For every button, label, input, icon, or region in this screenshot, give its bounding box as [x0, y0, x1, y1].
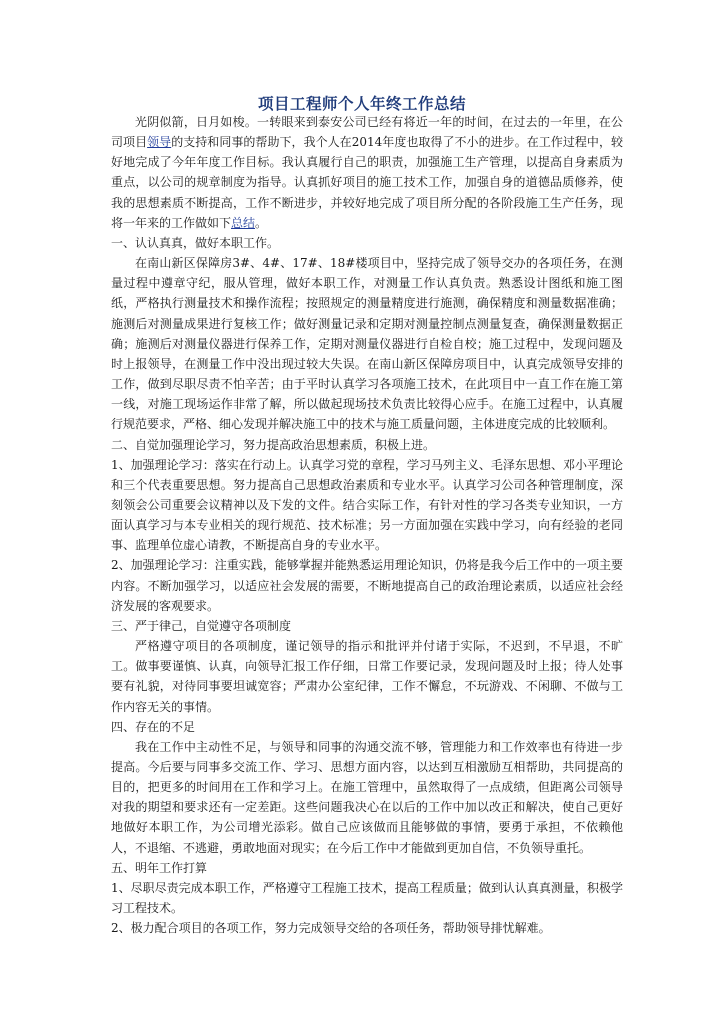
paragraph-text: 五、明年工作打算 — [111, 860, 208, 875]
paragraph-text: 在南山新区保障房3#、4#、17#、18#楼项目中，坚持完成了领导交办的各项任务，在测量过程中遵章守纪，服从管理，做好本职工作，对测量工作认真负责。熟悉设计图纸和施工图纸，严格执行测量技术和操作流程；按照规定的测量精度进行施测，确保精度和测量数据准确；施测后对测量成果进行复核工作；做好测量记录和定期对测量控制点测量复查，确保测量数据正确；施测后对测量仪器进行保养工作，定期对测量仪器进行自检自校；施工过程中，发现问题及时上报领导，在测量工作中没出现过较大失误。在南山新区保障房项目中，认真完成领导安排的工作，做到尽职尽责不怕辛苦；由于平时认真学习各项施工技术，在此项目中一直工作在施工第一线，对施工现场运作非常了解，所以做起现场技术负责比较得心应手。在施工过程中，认真履行规范要求，严格、细心发现并解决施工中的技术与施工质量问题，主体进度完成的比较顺利。 — [111, 256, 623, 432]
body-paragraph — [111, 737, 623, 858]
keyword-link[interactable]: 领导 — [147, 135, 172, 150]
section-heading — [111, 435, 623, 455]
paragraph-text: 2、极力配合项目的各项工作，努力完成领导交给的各项任务，帮助领导排忧解难。 — [111, 921, 551, 936]
paragraph-text: 的支持和同事的帮助下，我个人在2014年度也取得了不小的进步。在工作过程中，较好地完成了今年年度工作目标。我认真履行自己的职责，加强施工生产管理，以提高自身素质为重点，以公司的规章制度为指导。认真抓好项目的施工技术工作，加强自身的道德品质修养，使我的思想素质不断提高，工作不断进步，并较好地完成了项目所分配的各阶段施工生产任务，现将一年来的工作做如下 — [111, 135, 623, 230]
paragraph-text: 光阴似箭，日月如梭。一转眼来到泰安公司已经有将近一年的时间，在过去的一年里，在公司项目 — [111, 115, 623, 150]
paragraph-text: 1、加强理论学习：落实在行动上。认真学习党的章程，学习马列主义、毛泽东思想、邓小平理论和三个代表重要思想。努力提高自己思想政治素质和专业水平。认真学习公司各种管理制度，深刻领会公司重要会议精神以及下发的文件。结合实际工作，有针对性的学习各类专业知识，一方面认真学习与本专业相关的现行规范、技术标准；另一方面加强在实践中学习，向有经验的老同事、监理单位虚心请教，不断提高自身的专业水平。 — [111, 457, 623, 553]
section-heading — [111, 233, 623, 253]
section-heading — [111, 616, 623, 636]
body-paragraph — [111, 555, 623, 615]
keyword-link[interactable]: 总结 — [231, 215, 256, 230]
body-paragraph — [111, 918, 623, 938]
paragraph-text: 。 — [255, 215, 268, 230]
document-title: 项目工程师个人年终工作总结 — [257, 95, 466, 113]
paragraph-text: 2、加强理论学习：注重实践，能够掌握并能熟悉运用理论知识，仍将是我今后工作中的一项主要内容。不断加强学习，以适应社会发展的需要，不断地提高自己的政治理论素质，以适应社会经济发展的客观要求。 — [111, 558, 623, 613]
section-heading — [111, 858, 623, 878]
body-paragraph — [111, 636, 623, 717]
body-paragraph — [111, 455, 623, 556]
paragraph-text: 我在工作中主动性不足，与领导和同事的沟通交流不够，管理能力和工作效率也有待进一步提高。今后要与同事多交流工作、学习、思想方面内容，以达到互相激励互相帮助，共同提高的目的，把更多的时间用在工作和学习上。在施工管理中，虽然取得了一点成绩，但距离公司领导对我的期望和要求还有一定差距。这些问题我决心在以后的工作中加以改正和解决，使自己更好地做好本职工作，为公司增光添彩。做自己应该做而且能够做的事情，要勇于承担，不依赖他人，不退缩、不逃避，勇敢地面对现实；在今后工作中才能做到更加自信，不负领导重托。 — [111, 739, 623, 855]
body-paragraph — [111, 253, 623, 434]
paragraph-text: 1、尽职尽责完成本职工作，严格遵守工程施工技术，提高工程质量；做到认认真真测量，积极学习工程技术。 — [111, 880, 623, 916]
section-heading — [111, 717, 623, 737]
paragraph-text: 二、自觉加强理论学习，努力提高政治思想素质，积极上进。 — [111, 437, 436, 452]
paragraph-text: 四、存在的不足 — [111, 719, 196, 734]
body-paragraph — [111, 878, 623, 918]
paragraph-text: 三、严于律己，自觉遵守各项制度 — [111, 618, 292, 633]
body-paragraph — [111, 112, 623, 233]
paragraph-text: 严格遵守项目的各项制度，谨记领导的指示和批评并付诸于实际，不迟到，不早退，不旷工。做事要谨慎、认真，向领导汇报工作仔细，日常工作要记录，发现问题及时上报；待人处事要有礼貌，对待同事要坦诚宽容；严肃办公室纪律，工作不懈怠，不玩游戏、不闲聊、不做与工作内容无关的事情。 — [111, 639, 623, 714]
document-body — [111, 112, 623, 938]
paragraph-text: 一、认认真真，做好本职工作。 — [111, 235, 280, 250]
